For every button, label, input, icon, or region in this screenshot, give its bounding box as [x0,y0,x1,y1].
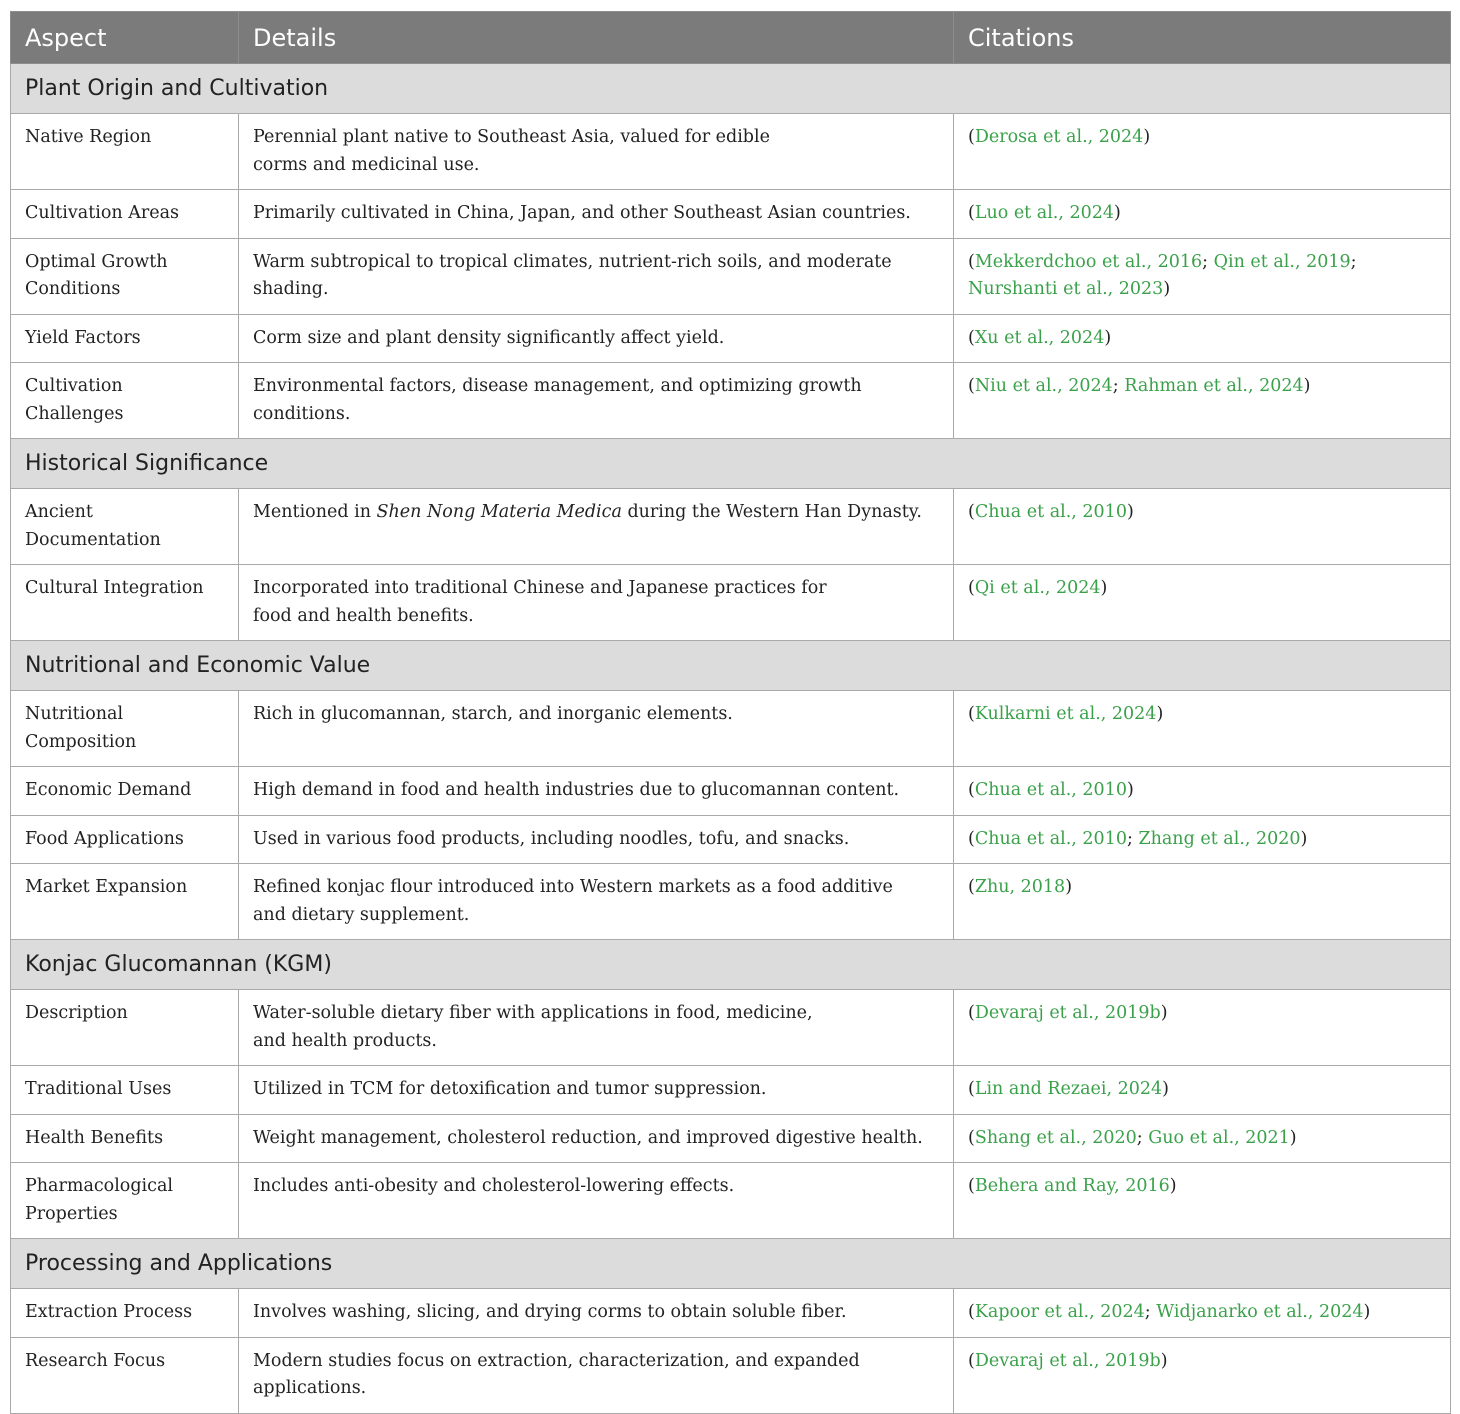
details-text-part: Mentioned in [253,502,377,522]
aspect-text: Traditional Uses [25,1079,172,1099]
aspect-cell [11,990,239,1066]
citation-link[interactable]: Widjanarko et al., 2024 [1156,1302,1364,1322]
citation-link[interactable]: Chua et al., 2010 [974,780,1127,800]
citation-link[interactable]: Nurshanti et al., 2023 [968,279,1164,299]
details-cell [239,864,954,940]
aspect-text: Economic Demand [25,780,192,800]
aspect-cell [11,565,239,641]
aspect-cell [11,1163,239,1239]
details-cell [239,990,954,1066]
citations-cell [954,1289,1451,1338]
citation-link[interactable]: Derosa et al., 2024 [974,127,1144,147]
aspect-text: Yield Factors [25,327,141,348]
details-text: Environmental factors, disease management, and optimizing growth conditions. [253,376,862,424]
aspect-text: Cultivation Areas [25,203,179,223]
details-text: Refined konjac flour introduced into Western markets as a food additive and dietary supplement. [253,877,893,925]
citations-text: (Devaraj et al., 2019b) [968,1350,1168,1371]
citation-link[interactable]: Zhu, 2018 [974,877,1066,897]
table-row [11,1114,1451,1163]
citation-link[interactable]: Kulkarni et al., 2024 [974,704,1157,724]
aspect-cell [11,864,239,940]
header-row [11,12,1451,64]
citations-cell [954,363,1451,439]
citation-link[interactable]: Chua et al., 2010 [974,502,1127,522]
citations-text: (Chua et al., 2010) [968,502,1134,522]
citations-cell [954,1163,1451,1239]
aspect-cell [11,767,239,816]
citation-link[interactable]: Shang et al., 2020 [974,1127,1137,1148]
table-row [11,1289,1451,1338]
table-row [11,314,1451,363]
citations-cell [954,691,1451,767]
details-cell [239,565,954,641]
aspect-cell [11,114,239,190]
citation-link[interactable]: Qi et al., 2024 [974,578,1101,598]
table-row [11,238,1451,314]
citation-link[interactable]: Lin and Rezaei, 2024 [974,1079,1163,1099]
aspect-text: Health Benefits [25,1127,164,1148]
citations-cell [954,489,1451,565]
aspect-cell [11,238,239,314]
aspect-cell [11,1066,239,1115]
details-text: Includes anti-obesity and cholesterol-lowering effects. [253,1176,735,1196]
details-cell [239,114,954,190]
header-citations: Citations [954,12,1451,64]
details-cell [239,238,954,314]
citations-text: (Zhu, 2018) [968,877,1073,897]
citation-link[interactable]: Kapoor et al., 2024 [974,1302,1145,1322]
table-row [11,565,1451,641]
aspect-text: Nutritional Composition [25,704,137,752]
aspect-text: Market Expansion [25,877,188,897]
aspect-cell [11,314,239,363]
citation-link[interactable]: Qin et al., 2019 [1213,251,1351,272]
aspect-text: Description [25,1003,128,1023]
citations-text: (Xu et al., 2024) [968,327,1112,348]
citation-link[interactable]: Luo et al., 2024 [974,203,1115,223]
details-cell [239,691,954,767]
table-row [11,990,1451,1066]
details-cell [239,190,954,239]
section-row [11,641,1451,691]
citations-text: (Lin and Rezaei, 2024) [968,1079,1169,1099]
section-title: Plant Origin and Cultivation [11,64,1451,114]
table-row [11,1066,1451,1115]
table-row [11,864,1451,940]
citations-cell [954,238,1451,314]
table-body [11,64,1451,1414]
table-row [11,1163,1451,1239]
details-cell [239,1163,954,1239]
aspect-text: Extraction Process [25,1302,193,1322]
details-cell [239,1337,954,1413]
citations-text: (Derosa et al., 2024) [968,127,1151,147]
citation-link[interactable]: Guo et al., 2021 [1148,1127,1290,1148]
aspect-text: Optimal Growth Conditions [25,251,168,299]
aspect-cell [11,489,239,565]
citations-text: (Behera and Ray, 2016) [968,1176,1177,1196]
citations-cell [954,314,1451,363]
aspects-table [10,11,1451,1414]
citations-cell [954,1066,1451,1115]
section-title: Processing and Applications [11,1239,1451,1289]
section-title: Konjac Glucomannan (KGM) [11,940,1451,990]
citations-text: (Chua et al., 2010; Zhang et al., 2020) [968,828,1308,849]
table-row [11,114,1451,190]
section-title: Nutritional and Economic Value [11,641,1451,691]
aspect-cell [11,363,239,439]
details-text: Utilized in TCM for detoxification and tumor suppression. [253,1079,767,1099]
details-text: Incorporated into traditional Chinese and Japanese practices for food and health benefits. [253,578,827,626]
aspect-text: Ancient Documentation [25,502,161,550]
details-text: Modern studies focus on extraction, characterization, and expanded applications. [253,1350,860,1398]
citations-cell [954,1114,1451,1163]
aspect-cell [11,1337,239,1413]
details-text: Weight management, cholesterol reduction, and improved digestive health. [253,1127,923,1148]
details-cell [239,1114,954,1163]
citation-link[interactable]: Mekkerdchoo et al., 2016 [974,251,1203,272]
citations-text: (Kulkarni et al., 2024) [968,704,1164,724]
aspect-text: Cultural Integration [25,578,204,598]
section-row [11,439,1451,489]
details-cell [239,363,954,439]
table-row [11,691,1451,767]
table-row [11,489,1451,565]
citations-cell [954,114,1451,190]
book-title: Shen Nong Materia Medica [376,502,622,522]
details-text: Primarily cultivated in China, Japan, and other Southeast Asian countries. [253,203,911,223]
citations-cell [954,190,1451,239]
details-text: Water-soluble dietary fiber with applications in food, medicine, and health products. [253,1003,813,1051]
details-text: Warm subtropical to tropical climates, nutrient-rich soils, and moderate shading. [253,251,892,299]
table-row [11,815,1451,864]
aspect-text: Cultivation Challenges [25,376,124,424]
citations-text: (Luo et al., 2024) [968,203,1121,223]
citations-cell [954,767,1451,816]
citation-link[interactable]: Devaraj et al., 2019b [974,1003,1161,1023]
aspect-cell [11,815,239,864]
details-cell [239,815,954,864]
citations-text: (Niu et al., 2024; Rahman et al., 2024) [968,376,1311,396]
aspect-cell [11,1289,239,1338]
details-text: Corm size and plant density significantly affect yield. [253,327,725,348]
citations-cell [954,864,1451,940]
details-text: Rich in glucomannan, starch, and inorganic elements. [253,704,733,724]
citations-text: (Chua et al., 2010) [968,780,1134,800]
details-cell [239,767,954,816]
aspect-text: Pharmacological Properties [25,1176,173,1224]
aspect-text: Native Region [25,127,152,147]
citations-text: (Devaraj et al., 2019b) [968,1003,1168,1023]
header-details: Details [239,12,954,64]
citations-text: (Kapoor et al., 2024; Widjanarko et al., 2024) [968,1302,1371,1322]
details-cell [239,1289,954,1338]
citations-text: (Mekkerdchoo et al., 2016; Qin et al., 2019; Nurshanti et al., 2023) [968,251,1357,299]
header-aspect: Aspect [11,12,239,64]
table-row [11,190,1451,239]
table-row [11,767,1451,816]
table-row [11,1337,1451,1413]
citation-link[interactable]: Chua et al., 2010 [974,828,1127,849]
section-row [11,64,1451,114]
aspect-cell [11,190,239,239]
citations-text: (Qi et al., 2024) [968,578,1108,598]
citations-cell [954,990,1451,1066]
aspect-cell [11,1114,239,1163]
aspect-text: Research Focus [25,1350,166,1371]
table-row [11,363,1451,439]
section-row [11,1239,1451,1289]
citation-link[interactable]: Niu et al., 2024 [974,376,1113,396]
section-row [11,940,1451,990]
details-cell [239,314,954,363]
citations-cell [954,565,1451,641]
details-text [253,499,939,527]
citations-text: (Shang et al., 2020; Guo et al., 2021) [968,1127,1297,1148]
citation-link[interactable]: Xu et al., 2024 [974,327,1105,348]
details-text: Used in various food products, including noodles, tofu, and snacks. [253,828,850,849]
aspect-text: Food Applications [25,828,184,849]
citations-cell [954,1337,1451,1413]
aspect-cell [11,691,239,767]
details-cell [239,1066,954,1115]
details-text: High demand in food and health industries due to glucomannan content. [253,780,900,800]
citation-link[interactable]: Devaraj et al., 2019b [974,1350,1161,1371]
citation-link[interactable]: Zhang et al., 2020 [1138,828,1301,849]
details-cell [239,489,954,565]
details-text-part: during the Western Han Dynasty. [621,502,922,522]
citation-link[interactable]: Behera and Ray, 2016 [974,1176,1170,1196]
details-text: Involves washing, slicing, and drying corms to obtain soluble fiber. [253,1302,847,1322]
details-text: Perennial plant native to Southeast Asia, valued for edible corms and medicinal use. [253,127,770,175]
citations-cell [954,815,1451,864]
section-title: Historical Significance [11,439,1451,489]
citation-link[interactable]: Rahman et al., 2024 [1124,376,1304,396]
